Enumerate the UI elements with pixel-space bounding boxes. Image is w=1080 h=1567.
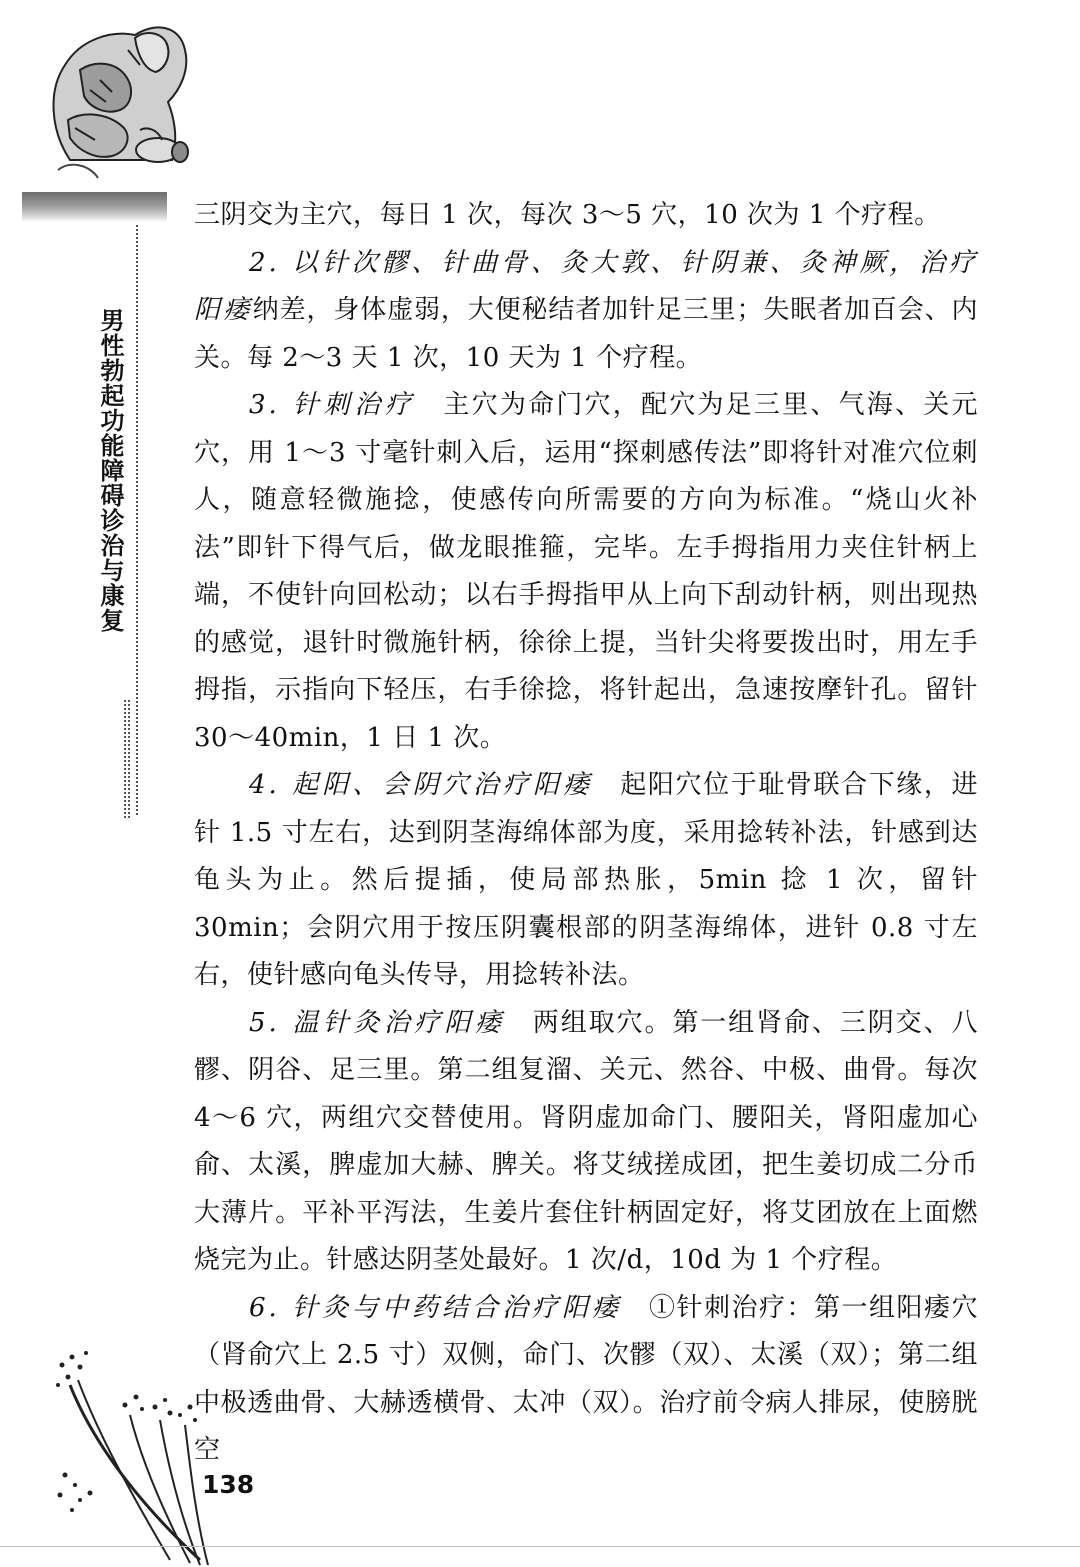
- sidebar-dotted-rule: [124, 700, 126, 818]
- item-text: ①针刺治疗：第一组阳痿穴（肾俞穴上 2.5 寸）双侧，命门、次髎（双）、太溪（双）；第二组中极透曲骨、大赫透横骨、太冲（双）。治疗前令病人排尿，使膀胱空: [194, 1292, 978, 1465]
- paragraph: [194, 1000, 978, 1285]
- sidebar-book-title: 男性勃起功能障碍诊治与康复: [96, 308, 124, 633]
- body-text: [194, 192, 978, 1475]
- item-text: 起阳穴位于耻骨联合下缘，进针 1.5 寸左右，达到阴茎海绵体部为度，采用捻转补法，针感到达龟头为止。然后提插，使局部热胀，5min 捻 1 次，留针 30min；会阴穴用于按压阴囊根部的阴茎海绵体，进针 0.8 寸左右，使针感向龟头传导，用捻转补法。: [194, 770, 978, 990]
- item-heading: 5. 温针灸治疗阳痿: [249, 1007, 506, 1038]
- item-heading: 2. 以针次髎、针曲骨、灸大敦、针阴兼、灸神厥，治疗阳痿: [194, 247, 978, 325]
- item-text: 主穴为命门穴，配穴为足三里、气海、关元穴，用 1～3 寸毫针刺入后，运用“探刺感传法”即将针对准穴位刺人，随意轻微施捻，使感传向所需要的方向为标准。“烧山火补法”即针下得气后，做龙眼推箍，完毕。左手拇指用力夹住针柄上端，不使针向回松动；以右手拇指甲从上向下刮动针柄，则出现热的感觉，退针时微施针柄，徐徐上提，当针尖将要拨出时，用左手拇指，示指向下轻压，右手徐捻，将针起出，急速按摩针孔。留针 30～40min，1 日 1 次。: [194, 390, 978, 753]
- muscleman-illustration: [40, 10, 190, 185]
- item-text: 纳差，身体虚弱，大便秘结者加针足三里；失眠者加百会、内关。每 2～3 天 1 次，10 天为 1 个疗程。: [194, 295, 978, 373]
- item-heading: 3. 针刺治疗: [249, 390, 416, 420]
- sidebar-dotted-rule: [128, 700, 130, 818]
- paragraph: 三阴交为主穴，每日 1 次，每次 3～5 穴，10 次为 1 个疗程。: [194, 200, 941, 230]
- flower-sprig-illustration: [50, 1345, 220, 1567]
- paragraph: [194, 382, 978, 762]
- sidebar-gradient-bar: [22, 192, 167, 222]
- item-text: 两组取穴。第一组肾俞、三阴交、八髎、阴谷、足三里。第二组复溜、关元、然谷、中极、曲骨。每次 4～6 穴，两组穴交替使用。肾阴虚加命门、腰阳关，肾阳虚加心俞、太溪，脾虚加大赫、脾关。将艾绒搓成团，把生姜切成二分币大薄片。平补平泻法，生姜片套住针柄固定好，将艾团放在上面燃烧完为止。针感达阴茎处最好。1 次/d，10d 为 1 个疗程。: [194, 1007, 978, 1275]
- sidebar-dotted-rule: [136, 225, 138, 815]
- paragraph: [194, 762, 978, 1000]
- page-number: 138: [202, 1470, 255, 1499]
- item-heading: 4. 起阳、会阴穴治疗阳痿: [249, 770, 594, 800]
- paragraph: [194, 1285, 978, 1475]
- item-heading: 6. 针灸与中药结合治疗阳痿: [249, 1292, 623, 1323]
- page-bottom-rule: [0, 1546, 1080, 1547]
- paragraph: [194, 240, 978, 383]
